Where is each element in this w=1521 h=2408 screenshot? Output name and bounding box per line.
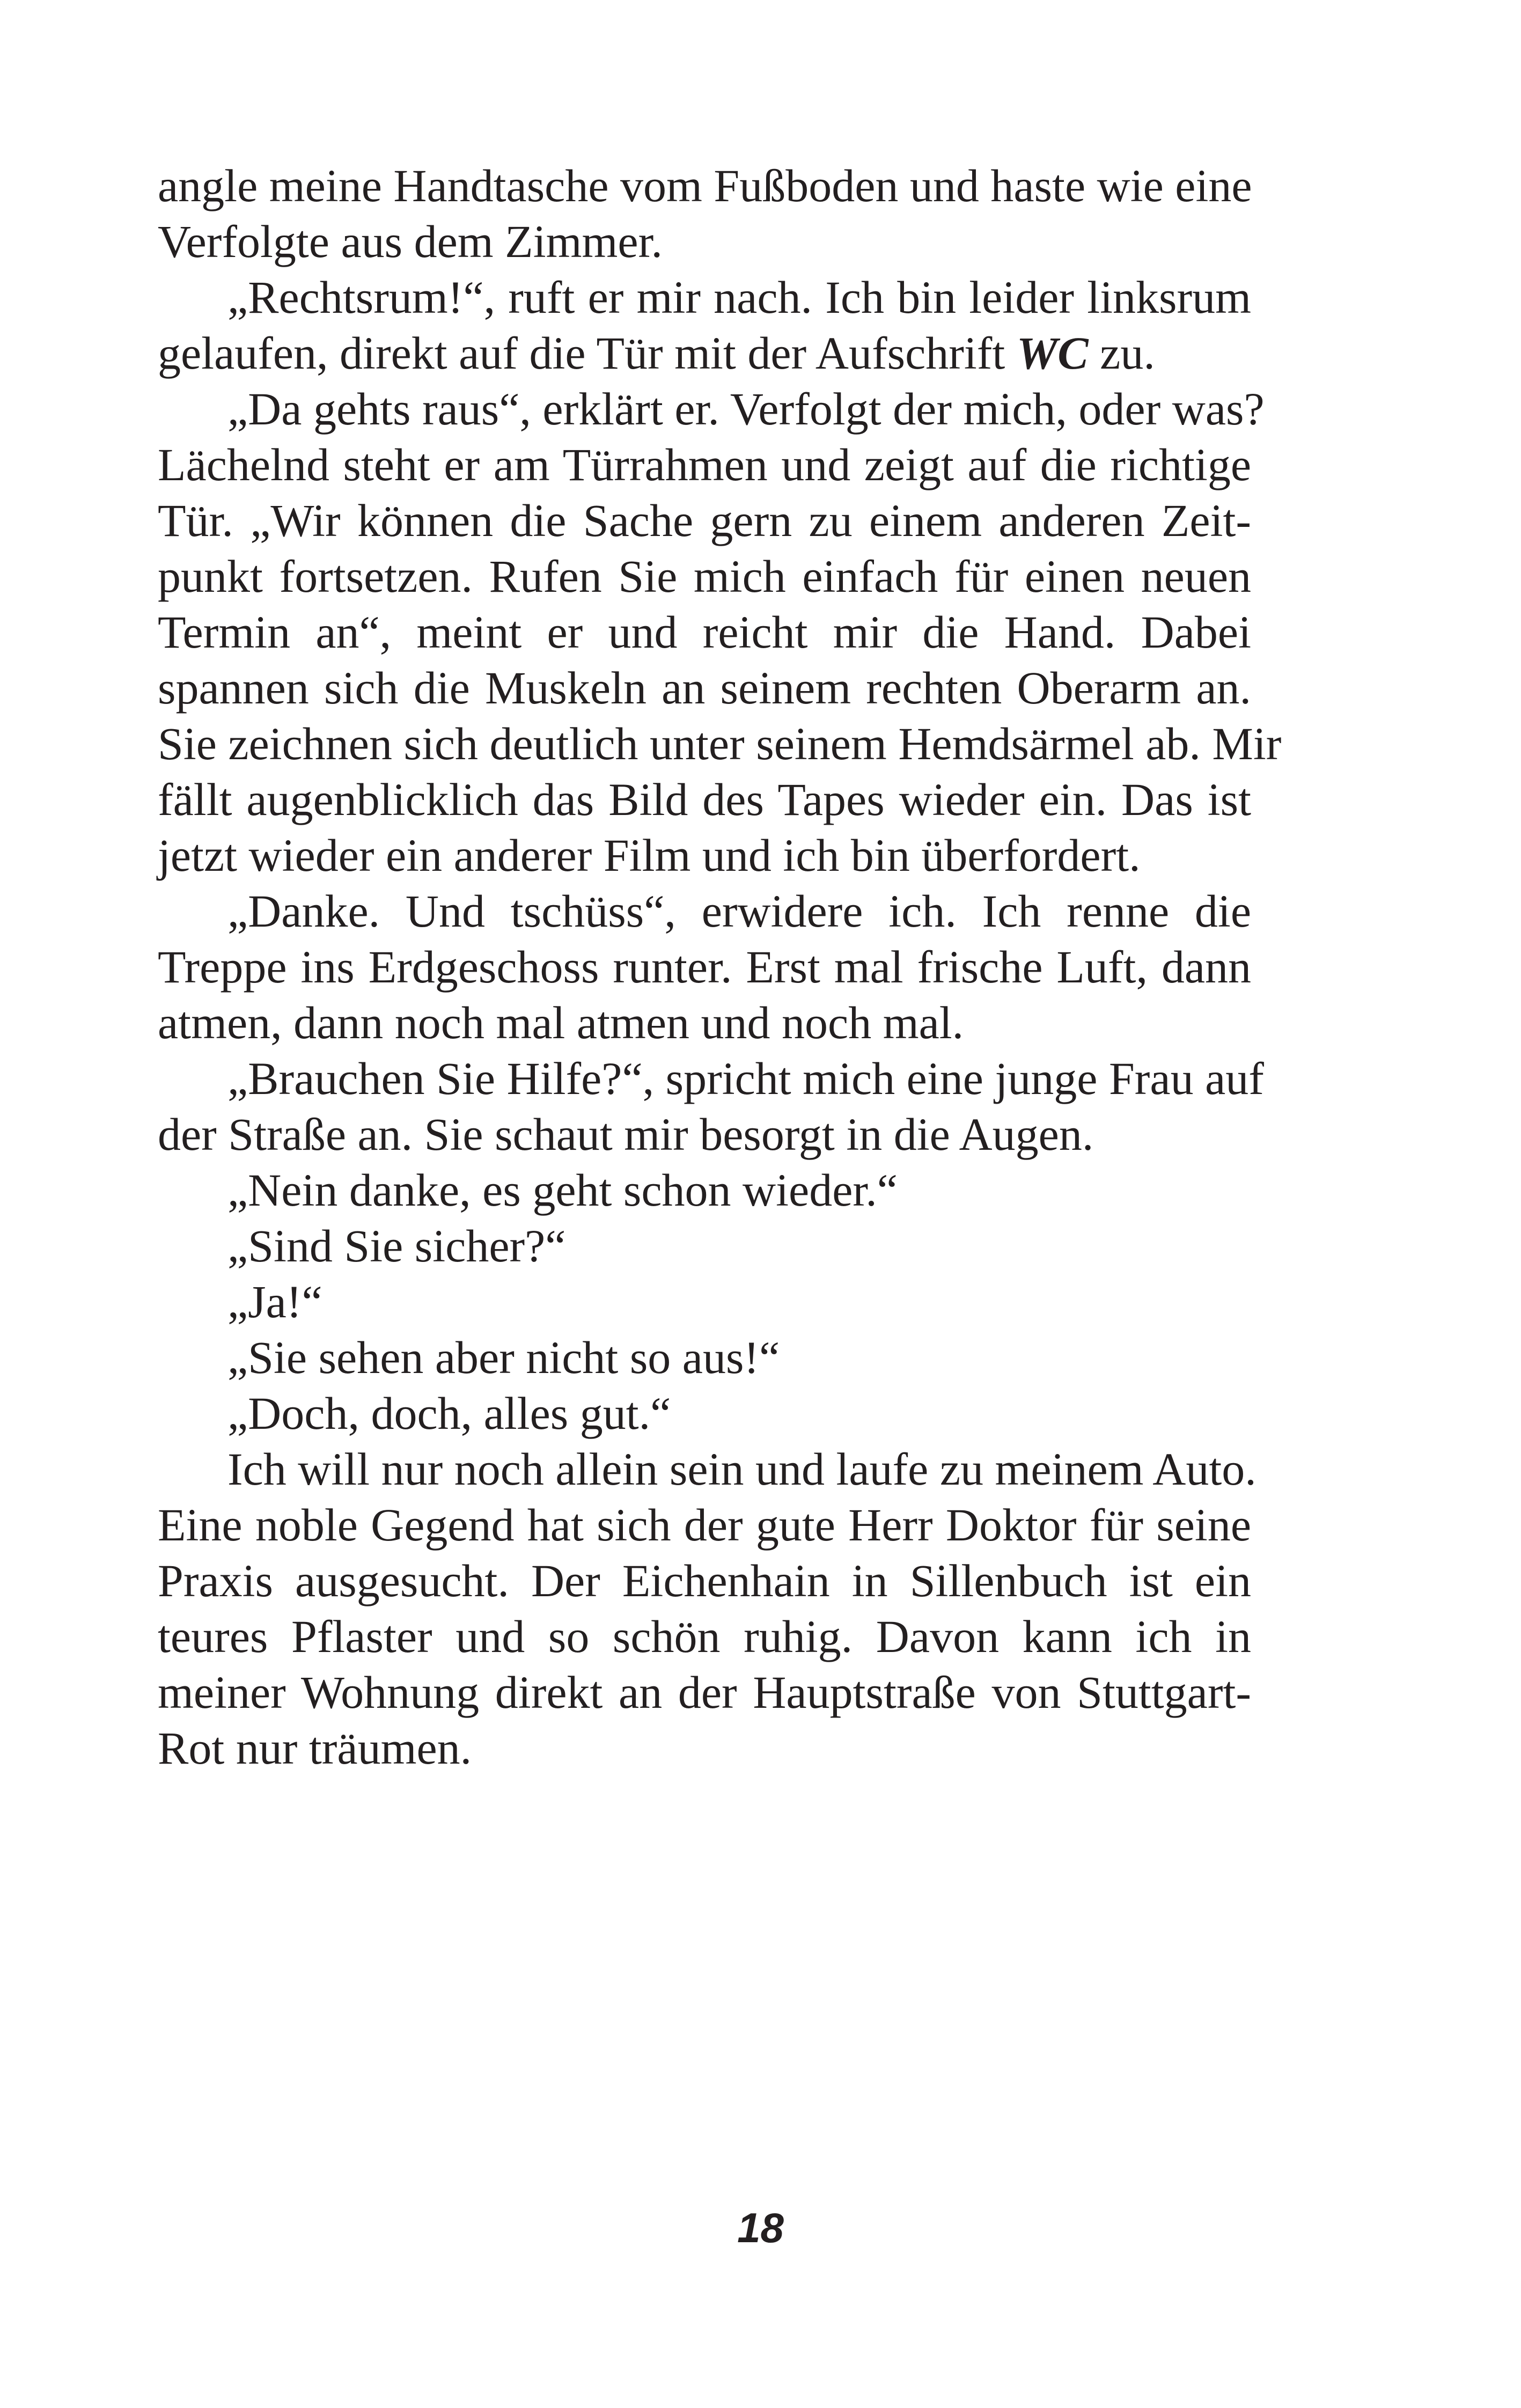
text-line: Treppe ins Erdgeschoss runter. Erst mal frische Luft, dann — [158, 941, 1251, 993]
text-line: teures Pflaster und so schön ruhig. Davon kann ich in — [158, 1611, 1251, 1662]
text-line: jetzt wieder ein anderer Film und ich bin überfordert. — [158, 829, 1141, 881]
text-line: fällt augenblicklich das Bild des Tapes wieder ein. Das ist — [158, 774, 1251, 825]
text-line: „Nein danke, es geht schon wieder.“ — [227, 1164, 898, 1216]
text-line: Tür. „Wir können die Sache gern zu einem anderen Zeit- — [158, 495, 1251, 546]
text-line: „Brauchen Sie Hilfe?“, spricht mich eine junge Frau auf — [227, 1053, 1264, 1104]
text-line: Verfolgte aus dem Zimmer. — [158, 216, 663, 267]
emphasized-sign-text: WC — [1016, 327, 1089, 379]
text-line-segment: zu. — [1088, 327, 1155, 379]
text-line: Eine noble Gegend hat sich der gute Herr Doktor für seine — [158, 1499, 1251, 1551]
text-line-segment: gelaufen, direkt auf die Tür mit der Aufschrift — [158, 327, 1005, 379]
text-line: atmen, dann noch mal atmen und noch mal. — [158, 997, 964, 1048]
text-line: der Straße an. Sie schaut mir besorgt in die Augen. — [158, 1108, 1094, 1160]
text-line: „Sie sehen aber nicht so aus!“ — [227, 1332, 780, 1383]
text-line: „Ja!“ — [227, 1276, 322, 1327]
text-line: Termin an“, meint er und reicht mir die Hand. Dabei — [158, 606, 1251, 658]
text-line: Sie zeichnen sich deutlich unter seinem Hemdsärmel ab. Mir — [158, 718, 1282, 769]
text-line: Lächelnd steht er am Türrahmen und zeigt auf die richtige — [158, 439, 1251, 490]
text-line: angle meine Handtasche vom Fußboden und haste wie eine — [158, 160, 1252, 211]
text-line: „Da gehts raus“, erklärt er. Verfolgt der mich, oder was? — [227, 383, 1265, 435]
text-line: „Doch, doch, alles gut.“ — [227, 1387, 671, 1439]
text-line — [158, 325, 1251, 381]
text-line: „Sind Sie sicher?“ — [227, 1220, 566, 1272]
text-line: Ich will nur noch allein sein und laufe zu meinem Auto. — [227, 1443, 1257, 1495]
text-line: Rot nur träumen. — [158, 1722, 472, 1774]
body-text — [158, 158, 1282, 1776]
text-line: Praxis ausgesucht. Der Eichenhain in Sillenbuch ist ein — [158, 1555, 1251, 1606]
text-line: spannen sich die Muskeln an seinem rechten Oberarm an. — [158, 662, 1251, 714]
text-line: „Danke. Und tschüss“, erwidere ich. Ich renne die — [227, 885, 1251, 937]
text-line: meiner Wohnung direkt an der Hauptstraße von Stuttgart- — [158, 1666, 1251, 1718]
text-line: „Rechtsrum!“, ruft er mir nach. Ich bin leider linksrum — [227, 271, 1251, 323]
page-number: 18 — [737, 2204, 784, 2251]
text-line: punkt fortsetzen. Rufen Sie mich einfach für einen neuen — [158, 550, 1251, 602]
